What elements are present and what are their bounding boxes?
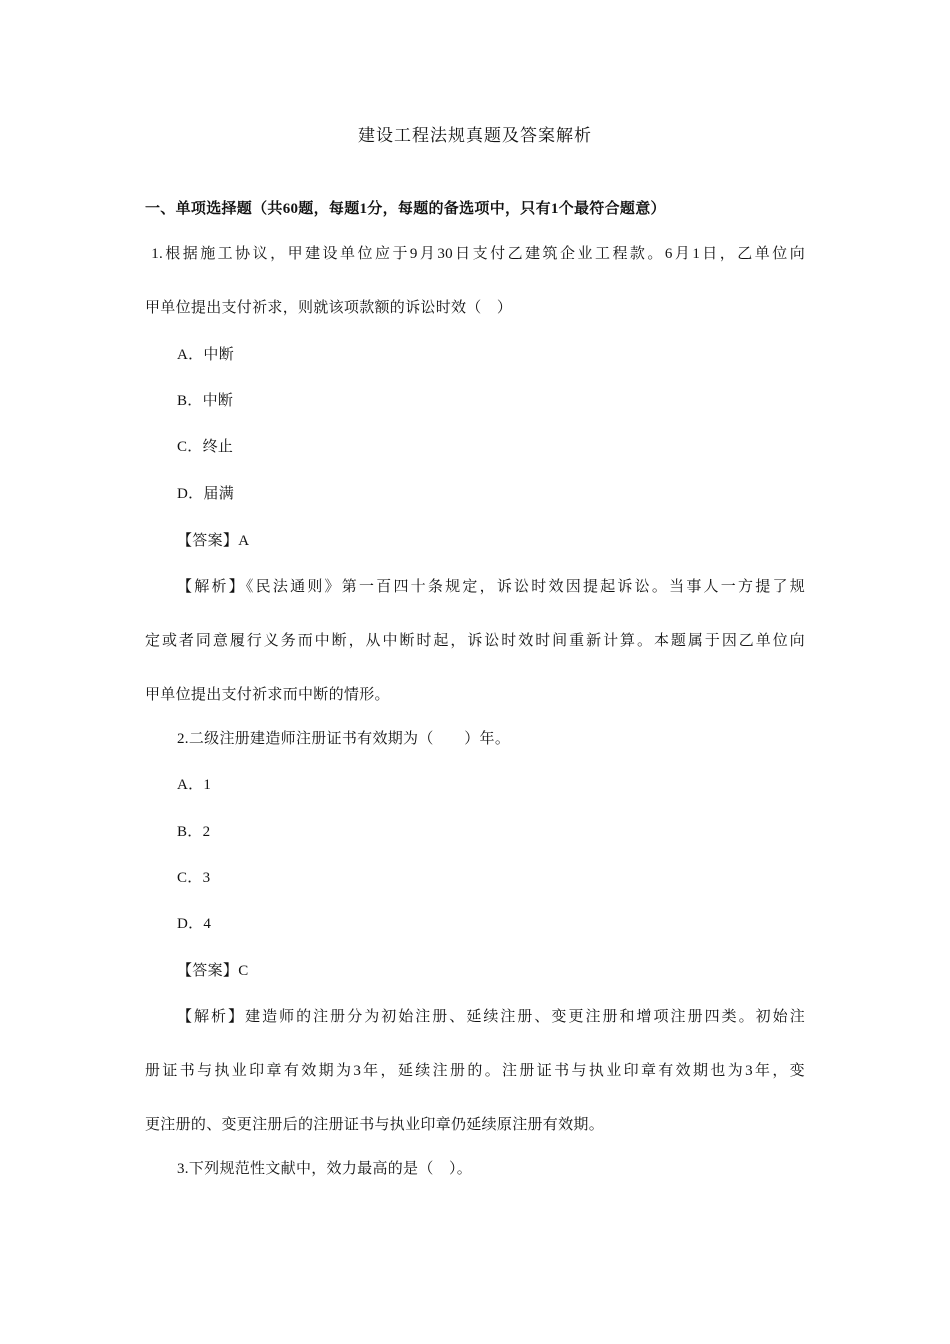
answer: 【答案】C — [177, 963, 249, 979]
analysis-line: 甲单位提出支付祈求而中断的情形。 — [145, 687, 390, 703]
question-stem-line: 2.二级注册建造师注册证书有效期为（ ）年。 — [177, 731, 511, 747]
option-b: B．2 — [177, 824, 211, 840]
question-stem-line: 甲单位提出支付祈求，则就该项款额的诉讼时效（ ） — [145, 300, 513, 316]
analysis-line: 【解析】《民法通则》第一百四十条规定，诉讼时效因提起诉讼。当事人一方提了规 — [177, 579, 805, 595]
analysis-line: 册证书与执业印章有效期为3年，延续注册的。注册证书与执业印章有效期也为3年，变 — [145, 1063, 805, 1079]
option-d: D．4 — [177, 916, 212, 932]
answer: 【答案】A — [177, 533, 250, 549]
analysis-line: 定或者同意履行义务而中断，从中断时起，诉讼时效时间重新计算。本题属于因乙单位向 — [145, 633, 805, 649]
question-stem-line: 1.根据施工协议，甲建设单位应于9月30日支付乙建筑企业工程款。6月1日，乙单位向 — [145, 246, 805, 262]
option-c: C．终止 — [177, 439, 234, 455]
analysis-line: 【解析】建造师的注册分为初始注册、延续注册、变更注册和增项注册四类。初始注 — [177, 1009, 805, 1025]
option-d: D．届满 — [177, 486, 235, 502]
option-c: C．3 — [177, 870, 211, 886]
section-heading: 一、单项选择题（共60题，每题1分，每题的备选项中，只有1个最符合题意） — [145, 201, 666, 217]
question-stem-line: 3.下列规范性文献中，效力最高的是（ ）。 — [177, 1161, 473, 1177]
option-b: B．中断 — [177, 393, 234, 409]
option-a: A．1 — [177, 777, 212, 793]
document-title: 建设工程法规真题及答案解析 — [358, 126, 592, 145]
option-a: A．中断 — [177, 347, 235, 363]
analysis-line: 更注册的、变更注册后的注册证书与执业印章仍延续原注册有效期。 — [145, 1117, 605, 1133]
